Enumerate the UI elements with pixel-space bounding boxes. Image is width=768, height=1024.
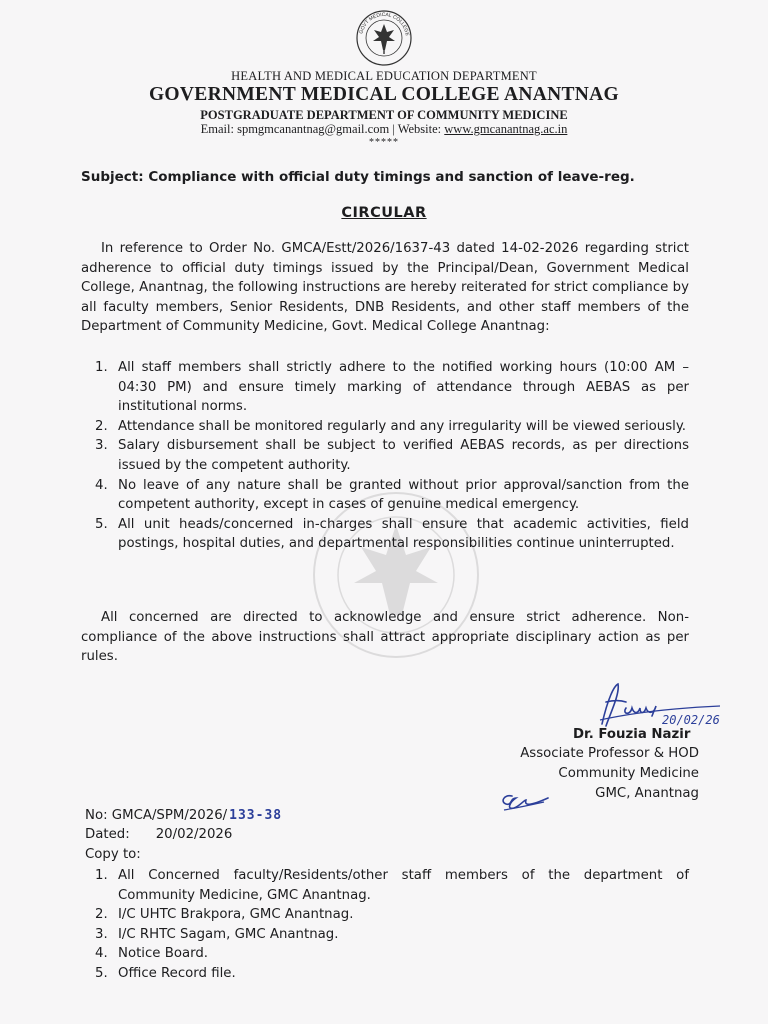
list-item: 1. All Concerned faculty/Residents/other staff members of the department of Community Medicine, GMC Anantnag. (95, 868, 689, 903)
list-item: 4. Notice Board. (95, 946, 209, 962)
list-item: 3. Salary disbursement shall be subject to verified AEBAS records, as per directions issued by the competent authority. (95, 438, 689, 473)
initials-signature (496, 788, 552, 816)
contact-line (0, 122, 768, 137)
closing-paragraph: All concerned are directed to acknowledge and ensure strict adherence. Non-compliance of the above instructions shall attract appropriate disciplinary action as per rules. (81, 610, 689, 665)
website-link[interactable]: www.gmcanantnag.ac.in (444, 122, 568, 136)
list-item: 1. All staff members shall strictly adhere to the notified working hours (10:00 AM – 04:30 PM) and ensure timely marking of attendance through AEBAS as per institutional norms. (95, 360, 689, 415)
intro-paragraph: In reference to Order No. GMCA/Estt/2026/1637-43 dated 14-02-2026 regarding strict adherence to official duty timings issued by the Principal/Dean, Government Medical College, Anantnag, the following instructions are hereby reiterated for strict compliance by all faculty members, Senior Residents, DNB Residents, and other staff members of the Department of Community Medicine, Govt. Medical College Anantnag: (81, 241, 689, 335)
svg-text:GOVT MEDICAL COLLEGE: GOVT MEDICAL COLLEGE (358, 11, 410, 37)
list-item: 2. I/C UHTC Brakpora, GMC Anantnag. (95, 907, 354, 923)
signatory-place: GMC, Anantnag (595, 786, 699, 801)
handwritten-number: 133-38 (229, 808, 283, 823)
separator-stars: ***** (369, 137, 399, 148)
signatory-designation: Associate Professor & HOD (520, 746, 699, 761)
department-heading: HEALTH AND MEDICAL EDUCATION DEPARTMENT (231, 69, 537, 83)
dated-value: 20/02/2026 (155, 827, 233, 842)
college-emblem-icon (344, 6, 424, 70)
list-item: 4. No leave of any nature shall be granted without prior approval/sanction from the competent authority, except in cases of genuine medical emergency. (95, 477, 689, 513)
list-item: 3. I/C RHTC Sagam, GMC Anantnag. (95, 926, 339, 942)
signatory-department: Community Medicine (558, 766, 699, 781)
dated-line: Dated: 20/02/2026 (85, 827, 233, 842)
copy-to-list (95, 866, 689, 984)
signature-date: 20/02/26 (662, 713, 720, 727)
instructions-list (95, 358, 689, 554)
pg-department-heading: POSTGRADUATE DEPARTMENT OF COMMUNITY MEDICINE (200, 108, 568, 122)
subject-line: Subject: Compliance with official duty timings and sanction of leave-reg. (81, 169, 635, 185)
handwritten-signature (596, 680, 726, 732)
email-text: Email: spmgmcanantnag@gmail.com | Website: (200, 122, 445, 136)
list-item: 2. Attendance shall be monitored regularly and any irregularity will be viewed seriously. (95, 418, 687, 434)
copy-to-label: Copy to: (85, 847, 141, 862)
list-item: 5. Office Record file. (95, 965, 236, 981)
list-item: 5. All unit heads/concerned in-charges shall ensure that academic activities, field postings, hospital duties, and departmental responsibilities continue uninterrupted. (95, 516, 689, 552)
signatory-name: Dr. Fouzia Nazir (573, 727, 691, 742)
circular-title: CIRCULAR (341, 205, 427, 221)
college-title: GOVERNMENT MEDICAL COLLEGE ANANTNAG (148, 84, 620, 105)
reference-number: No: GMCA/SPM/2026/ 133-38 (85, 808, 283, 823)
